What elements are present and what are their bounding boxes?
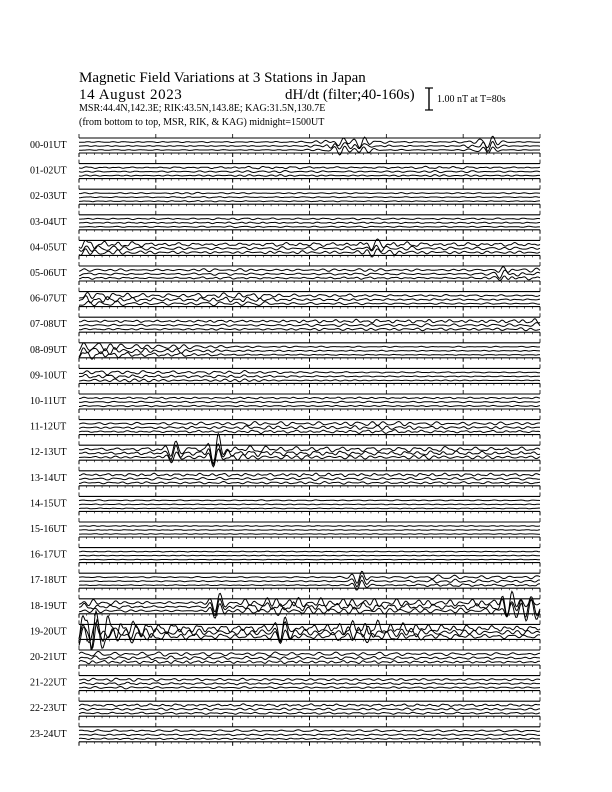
trace-rik (79, 656, 540, 660)
row-label: 23-24UT (30, 728, 67, 740)
row-label: 04-05UT (30, 242, 67, 254)
hour-row (30, 185, 540, 208)
date-label: 14 August 2023 (79, 87, 183, 103)
trace-kag (79, 267, 540, 273)
trace-msr (79, 301, 540, 306)
trace-kag (79, 166, 540, 169)
stations-label: MSR:44.4N,142.3E; RIK:43.5N,143.8E; KAG:31.5N,130.7E (79, 103, 326, 114)
row-label: 12-13UT (30, 447, 67, 459)
trace-kag (79, 371, 540, 375)
row-label: 21-22UT (30, 677, 67, 689)
hour-row (30, 518, 540, 541)
hour-row (30, 723, 540, 746)
trace-rik (79, 171, 540, 173)
trace-kag (79, 319, 540, 324)
hour-row (30, 544, 540, 567)
trace-rik (79, 477, 540, 480)
hour-row (30, 262, 540, 285)
trace-rik (79, 504, 540, 505)
trace-msr (79, 226, 540, 228)
trace-msr (79, 660, 540, 663)
trace-rik (79, 222, 540, 224)
row-label: 17-18UT (30, 575, 67, 587)
row-label: 19-20UT (30, 626, 67, 638)
trace-msr (79, 379, 540, 382)
trace-msr (79, 328, 540, 331)
hour-row (30, 313, 540, 336)
trace-rik (79, 323, 540, 327)
trace-msr (79, 508, 540, 509)
row-label: 10-11UT (30, 396, 67, 407)
trace-msr (79, 175, 540, 177)
row-label: 00-01UT (30, 140, 67, 151)
hour-row (30, 339, 540, 362)
trace-rik (79, 682, 540, 685)
hour-row (30, 364, 540, 387)
row-label: 22-23UT (30, 703, 67, 715)
hour-rows (30, 134, 540, 746)
row-label: 13-14UT (30, 472, 67, 484)
row-label: 14-15UT (30, 498, 67, 510)
hour-row (30, 390, 540, 413)
station-order-note: (from bottom to top, MSR, RIK, & KAG) midnight=1500UT (79, 117, 325, 128)
trace-kag (79, 730, 540, 732)
hour-row (30, 416, 540, 439)
trace-msr (79, 276, 540, 280)
trace-kag (79, 551, 540, 552)
trace-rik (79, 197, 540, 198)
hour-row (30, 434, 540, 467)
row-label: 16-17UT (30, 549, 67, 561)
trace-rik (79, 426, 540, 430)
row-label: 05-06UT (30, 268, 67, 279)
trace-rik (79, 401, 540, 403)
row-label: 18-19UT (30, 600, 67, 612)
trace-rik (79, 708, 540, 710)
trace-kag (79, 473, 540, 477)
trace-kag (79, 651, 540, 656)
trace-kag (79, 704, 540, 707)
trace-rik (79, 375, 540, 379)
hour-row (30, 569, 540, 592)
trace-rik (79, 245, 540, 251)
trace-msr (79, 405, 540, 406)
trace-kag (79, 218, 540, 220)
hour-row (30, 211, 540, 234)
scale-bar (425, 88, 433, 110)
trace-msr (79, 738, 540, 740)
row-label: 07-08UT (30, 319, 67, 331)
trace-msr (79, 201, 540, 202)
row-label: 20-21UT (30, 652, 67, 663)
row-label: 11-12UT (30, 421, 67, 433)
chart-title: Magnetic Field Variations at 3 Stations in Japan (79, 70, 366, 86)
scale-bar-label: 1.00 nT at T=80s (437, 94, 506, 105)
trace-kag (79, 293, 540, 300)
hour-row (30, 134, 540, 157)
trace-kag (79, 678, 540, 681)
trace-rik (79, 530, 540, 531)
trace-msr (79, 687, 540, 689)
trace-msr (79, 559, 540, 560)
hour-row (30, 467, 540, 490)
hour-row (30, 160, 540, 183)
trace-kag (79, 526, 540, 527)
row-label: 03-04UT (30, 216, 67, 228)
trace-rik (79, 555, 540, 556)
hour-row (30, 236, 540, 259)
hour-row (30, 672, 540, 695)
row-label: 15-16UT (30, 524, 67, 535)
trace-kag (79, 422, 540, 426)
trace-kag (79, 192, 540, 194)
trace-msr (79, 712, 540, 714)
row-label: 08-09UT (30, 344, 67, 356)
row-label: 01-02UT (30, 165, 67, 177)
trace-msr (79, 430, 540, 434)
trace-msr (79, 482, 540, 485)
row-label: 06-07UT (30, 293, 67, 305)
trace-kag (79, 343, 540, 351)
hour-row (30, 288, 540, 311)
row-label: 02-03UT (30, 191, 67, 203)
trace-kag (79, 500, 540, 501)
trace-kag (79, 397, 540, 399)
hour-row (30, 697, 540, 720)
filter-label: dH/dt (filter;40-160s) (285, 87, 415, 103)
hour-row (30, 646, 540, 669)
trace-msr (79, 534, 540, 535)
hour-row (30, 591, 540, 621)
trace-rik (79, 734, 540, 736)
row-label: 09-10UT (30, 370, 67, 382)
hour-row (30, 492, 540, 515)
